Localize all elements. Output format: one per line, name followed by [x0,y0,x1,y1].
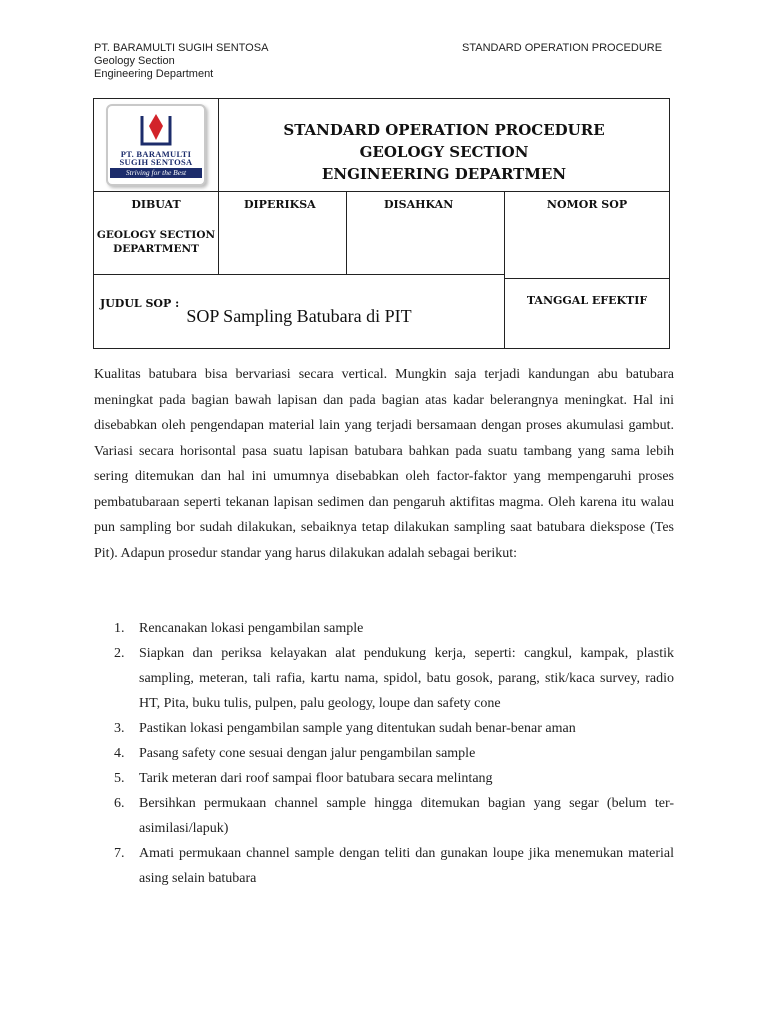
disahkan-cell [347,192,505,275]
logo-cell [94,99,219,192]
step-number: 3. [114,721,125,736]
dibuat-sub-line1: GEOLOGY SECTION [96,229,216,241]
nomor-sop-cell [505,192,670,349]
step-number: 5. [114,771,125,786]
logo-name-line1: PT. BARAMULTI [120,149,192,159]
judul-cell [94,275,505,349]
list-item [94,616,674,641]
step-number: 6. [114,796,125,811]
judul-label: JUDUL SOP : [100,297,180,310]
list-item [94,641,674,716]
step-text: Siapkan dan periksa kelayakan alat pendukung kerja, seperti: cangkul, kampak, plastik sampling, meteran, tali rafia, kartu nama, spidol, batu gosok, parang, stik/kaca survey, radio HT, Pita, buku tulis, pulpen, palu geology, loupe dan safety cone [139,646,674,711]
step-text: Rencanakan lokasi pengambilan sample [139,621,364,636]
company-logo [106,104,206,186]
list-item [94,716,674,741]
sop-header-table [93,98,670,349]
section-name: Geology Section [94,55,175,67]
doc-section: GEOLOGY SECTION [359,143,529,161]
diperiksa-cell [219,192,347,275]
diperiksa-label: DIPERIKSA [244,198,316,211]
dibuat-sub-line2: DEPARTMENT [113,243,199,255]
intro-paragraph: Kualitas batubara bisa bervariasi secara vertical. Mungkin saja terjadi kandungan abu batubara meningkat pada bagian bawah lapisan dan pada bagian atas kadar belerangnya meningkat. Hal ini disebabkan oleh pengendapan material lain yang terjadi bersamaan dengan proses akumulasi gambut. Variasi secara horisontal pasa suatu lapisan batubara bahkan pada suatu tambang yang sama lebih sering ditemukan dan hal ini umumnya disebabkan oleh factor-faktor yang mempengaruhi proses pembatubaraan seperti tekanan lapisan sedimen dan pengaruh aktifitas magma. Oleh karena itu walau pun sampling bor sudah dilakukan, sebaiknya tetap dilakukan sampling saat batubara diekspose (Tes Pit). Adapun prosedur standar yang harus dilakukan adalah sebagai berikut: [94,367,674,561]
step-text: Bersihkan permukaan channel sample hingga ditemukan bagian yang segar (belum ter-asimilasi/lapuk) [139,796,674,836]
step-number: 4. [114,746,125,761]
list-item [94,766,674,791]
logo-emblem-icon [136,110,176,150]
title-cell [219,99,670,192]
disahkan-label: DISAHKAN [384,198,454,211]
dibuat-cell [94,192,219,275]
step-text: Amati permukaan channel sample dengan teliti dan gunakan loupe jika menemukan material asing selain batubara [139,846,674,886]
step-text: Tarik meteran dari roof sampai floor batubara secara melintang [139,771,493,786]
tanggal-efektif-label: TANGGAL EFEKTIF [526,294,648,307]
page-header-right: STANDARD OPERATION PROCEDURE [462,42,663,54]
step-number: 2. [114,646,125,661]
doc-department: ENGINEERING DEPARTMEN [321,165,567,183]
department-name: Engineering Department [94,68,214,80]
list-item [94,841,674,891]
step-number: 7. [114,846,125,861]
nomor-sop-label: NOMOR SOP [546,198,628,211]
page-header-left [94,42,268,81]
doc-title: STANDARD OPERATION PROCEDURE [283,121,605,139]
step-text: Pasang safety cone sesuai dengan jalur pengambilan sample [139,746,476,761]
dibuat-sub [94,228,218,256]
step-number: 1. [114,621,125,636]
list-item [94,791,674,841]
procedure-steps [94,616,674,891]
logo-name-line2: SUGIH SENTOSA [119,157,193,167]
logo-tagline: Striving for the Best [110,168,202,178]
judul-title: SOP Sampling Batubara di PIT [186,306,412,326]
list-item [94,741,674,766]
step-text: Pastikan lokasi pengambilan sample yang ditentukan sudah benar-benar aman [139,721,576,736]
tanggal-efektif-cell [505,278,669,307]
company-name: PT. BARAMULTI SUGIH SENTOSA [94,42,269,54]
dibuat-label: DIBUAT [131,198,181,211]
